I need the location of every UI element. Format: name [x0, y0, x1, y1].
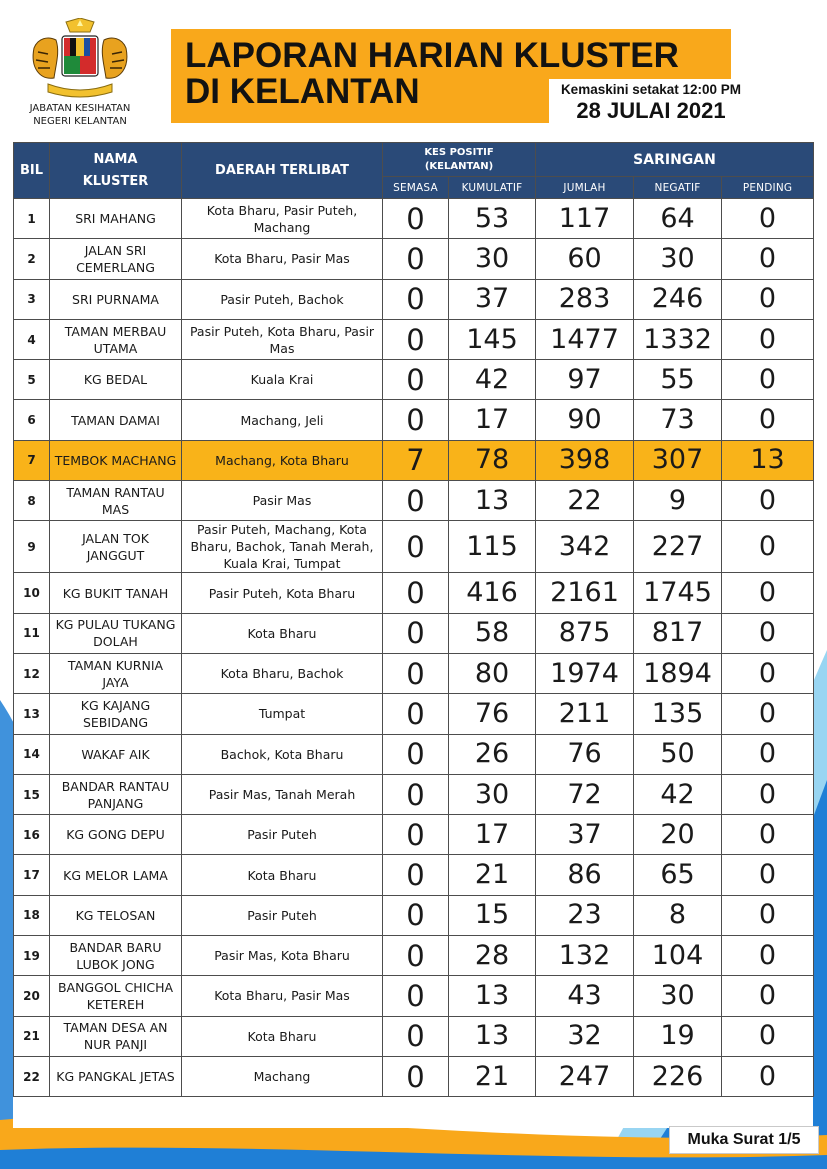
cell-negatif: 19: [634, 1016, 722, 1056]
cell-jumlah: 283: [536, 279, 634, 319]
cell-negatif: 307: [634, 440, 722, 480]
cell-semasa: 0: [383, 815, 449, 855]
cell-kumulatif: 15: [449, 895, 536, 935]
cell-nama-kluster: SRI PURNAMA: [50, 279, 182, 319]
cell-daerah: Pasir Puteh, Kota Bharu: [182, 573, 383, 613]
cell-kumulatif: 30: [449, 774, 536, 814]
cell-jumlah: 37: [536, 815, 634, 855]
cell-jumlah: 398: [536, 440, 634, 480]
cell-pending: 0: [722, 653, 814, 693]
cell-nama-kluster: TAMAN DESA AN NUR PANJI: [50, 1016, 182, 1056]
cell-daerah: Machang, Kota Bharu: [182, 440, 383, 480]
cluster-table-container: [13, 142, 813, 1128]
cell-kumulatif: 53: [449, 199, 536, 239]
cell-negatif: 1745: [634, 573, 722, 613]
cell-bil: 19: [14, 936, 50, 976]
cell-jumlah: 22: [536, 481, 634, 521]
cell-jumlah: 211: [536, 694, 634, 734]
header-kes-positif: [383, 143, 536, 177]
updated-label: Kemaskini setakat 12:00 PM: [560, 82, 742, 97]
cell-daerah: Machang: [182, 1056, 383, 1096]
cell-daerah: Kota Bharu: [182, 855, 383, 895]
cell-bil: 3: [14, 279, 50, 319]
cell-semasa: 0: [383, 895, 449, 935]
table-row: [14, 774, 814, 814]
cell-jumlah: 2161: [536, 573, 634, 613]
table-row: [14, 481, 814, 521]
cell-kumulatif: 115: [449, 521, 536, 573]
cell-semasa: 0: [383, 936, 449, 976]
cell-pending: 0: [722, 481, 814, 521]
cell-jumlah: 1477: [536, 319, 634, 359]
cell-kumulatif: 28: [449, 936, 536, 976]
cell-nama-kluster: BANDAR BARU LUBOK JONG: [50, 936, 182, 976]
cell-pending: 0: [722, 815, 814, 855]
cell-jumlah: 97: [536, 360, 634, 400]
cell-kumulatif: 145: [449, 319, 536, 359]
cell-nama-kluster: KG PANGKAL JETAS: [50, 1056, 182, 1096]
cell-nama-kluster: TEMBOK MACHANG: [50, 440, 182, 480]
cell-pending: 0: [722, 734, 814, 774]
cell-daerah: Pasir Puteh, Machang, Kota Bharu, Bachok, Tanah Merah, Kuala Krai, Tumpat: [182, 521, 383, 573]
cell-negatif: 55: [634, 360, 722, 400]
cell-nama-kluster: TAMAN KURNIA JAYA: [50, 653, 182, 693]
cell-semasa: 0: [383, 360, 449, 400]
cell-kumulatif: 13: [449, 976, 536, 1016]
header-kes-line-1: KES POSITIF: [424, 146, 494, 158]
cell-bil: 8: [14, 481, 50, 521]
cell-daerah: Kota Bharu: [182, 613, 383, 653]
cell-bil: 10: [14, 573, 50, 613]
table-row: [14, 239, 814, 279]
cell-negatif: 30: [634, 239, 722, 279]
table-row: [14, 936, 814, 976]
cell-pending: 0: [722, 1016, 814, 1056]
cell-pending: 0: [722, 1056, 814, 1096]
cell-pending: 13: [722, 440, 814, 480]
cell-daerah: Kota Bharu: [182, 1016, 383, 1056]
table-row: [14, 573, 814, 613]
department-name: [10, 102, 150, 128]
cell-daerah: Kota Bharu, Pasir Mas: [182, 239, 383, 279]
cell-pending: 0: [722, 774, 814, 814]
cell-nama-kluster: KG KAJANG SEBIDANG: [50, 694, 182, 734]
cell-nama-kluster: JALAN SRI CEMERLANG: [50, 239, 182, 279]
cell-bil: 2: [14, 239, 50, 279]
cell-negatif: 20: [634, 815, 722, 855]
table-row: [14, 319, 814, 359]
department-line-2: NEGERI KELANTAN: [33, 116, 127, 127]
header-nama-line-2: KLUSTER: [82, 173, 149, 189]
cell-pending: 0: [722, 319, 814, 359]
cell-negatif: 1332: [634, 319, 722, 359]
cell-nama-kluster: WAKAF AIK: [50, 734, 182, 774]
cell-semasa: 0: [383, 199, 449, 239]
cell-semasa: 0: [383, 653, 449, 693]
cell-negatif: 104: [634, 936, 722, 976]
cell-bil: 17: [14, 855, 50, 895]
table-row: [14, 855, 814, 895]
cell-jumlah: 76: [536, 734, 634, 774]
header-nama-kluster: [50, 143, 182, 199]
cell-pending: 0: [722, 694, 814, 734]
table-row: [14, 895, 814, 935]
cell-semasa: 0: [383, 613, 449, 653]
cell-negatif: 64: [634, 199, 722, 239]
cell-kumulatif: 76: [449, 694, 536, 734]
cell-nama-kluster: SRI MAHANG: [50, 199, 182, 239]
header-daerah-terlibat: DAERAH TERLIBAT: [182, 143, 383, 199]
cell-nama-kluster: KG BUKIT TANAH: [50, 573, 182, 613]
cell-nama-kluster: TAMAN DAMAI: [50, 400, 182, 440]
cell-jumlah: 1974: [536, 653, 634, 693]
cell-negatif: 246: [634, 279, 722, 319]
cell-semasa: 0: [383, 279, 449, 319]
table-row: [14, 199, 814, 239]
malaysia-coat-of-arms-icon: [26, 18, 134, 102]
cell-pending: 0: [722, 976, 814, 1016]
cell-semasa: 0: [383, 239, 449, 279]
header-bil: BIL: [14, 143, 50, 199]
cell-negatif: 50: [634, 734, 722, 774]
cell-kumulatif: 58: [449, 613, 536, 653]
cell-pending: 0: [722, 521, 814, 573]
cell-semasa: 0: [383, 774, 449, 814]
cell-negatif: 73: [634, 400, 722, 440]
cell-jumlah: 86: [536, 855, 634, 895]
cell-jumlah: 90: [536, 400, 634, 440]
table-row: [14, 360, 814, 400]
cell-negatif: 817: [634, 613, 722, 653]
page-title-line-2: DI KELANTAN: [185, 72, 420, 111]
cell-nama-kluster: KG MELOR LAMA: [50, 855, 182, 895]
cell-kumulatif: 13: [449, 481, 536, 521]
cell-nama-kluster: KG TELOSAN: [50, 895, 182, 935]
header-pending: PENDING: [722, 177, 814, 199]
cell-negatif: 65: [634, 855, 722, 895]
cell-daerah: Pasir Mas, Tanah Merah: [182, 774, 383, 814]
cell-daerah: Pasir Puteh: [182, 895, 383, 935]
cell-kumulatif: 26: [449, 734, 536, 774]
cell-nama-kluster: BANGGOL CHICHA KETEREH: [50, 976, 182, 1016]
cell-pending: 0: [722, 895, 814, 935]
cell-daerah: Bachok, Kota Bharu: [182, 734, 383, 774]
cell-nama-kluster: JALAN TOK JANGGUT: [50, 521, 182, 573]
cell-pending: 0: [722, 855, 814, 895]
cell-semasa: 0: [383, 400, 449, 440]
cell-pending: 0: [722, 573, 814, 613]
cell-bil: 21: [14, 1016, 50, 1056]
cell-semasa: 0: [383, 573, 449, 613]
cell-semasa: 0: [383, 734, 449, 774]
cell-bil: 15: [14, 774, 50, 814]
cell-kumulatif: 13: [449, 1016, 536, 1056]
cell-bil: 4: [14, 319, 50, 359]
cell-pending: 0: [722, 199, 814, 239]
cell-bil: 22: [14, 1056, 50, 1096]
table-row: [14, 440, 814, 480]
cell-nama-kluster: TAMAN MERBAU UTAMA: [50, 319, 182, 359]
cell-nama-kluster: BANDAR RANTAU PANJANG: [50, 774, 182, 814]
cell-nama-kluster: TAMAN RANTAU MAS: [50, 481, 182, 521]
cell-bil: 14: [14, 734, 50, 774]
cell-bil: 9: [14, 521, 50, 573]
department-line-1: JABATAN KESIHATAN: [29, 103, 131, 114]
header-saringan: SARINGAN: [536, 143, 814, 177]
header-negatif: NEGATIF: [634, 177, 722, 199]
table-row: [14, 734, 814, 774]
cell-semasa: 0: [383, 976, 449, 1016]
cell-negatif: 135: [634, 694, 722, 734]
table-body: [14, 199, 814, 1097]
header-nama-line-1: NAMA: [93, 151, 138, 167]
cell-daerah: Kota Bharu, Pasir Puteh, Machang: [182, 199, 383, 239]
cell-daerah: Pasir Puteh: [182, 815, 383, 855]
table-row: [14, 976, 814, 1016]
cell-jumlah: 875: [536, 613, 634, 653]
cell-kumulatif: 416: [449, 573, 536, 613]
cell-jumlah: 342: [536, 521, 634, 573]
cell-daerah: Kota Bharu, Bachok: [182, 653, 383, 693]
cell-pending: 0: [722, 400, 814, 440]
table-row: [14, 1056, 814, 1096]
cell-jumlah: 43: [536, 976, 634, 1016]
cell-bil: 1: [14, 199, 50, 239]
cell-bil: 18: [14, 895, 50, 935]
cell-kumulatif: 21: [449, 855, 536, 895]
cell-kumulatif: 80: [449, 653, 536, 693]
cell-kumulatif: 30: [449, 239, 536, 279]
cell-jumlah: 117: [536, 199, 634, 239]
table-row: [14, 279, 814, 319]
cell-negatif: 42: [634, 774, 722, 814]
cell-kumulatif: 17: [449, 400, 536, 440]
cell-negatif: 227: [634, 521, 722, 573]
report-date: 28 JULAI 2021: [576, 98, 726, 123]
cell-pending: 0: [722, 613, 814, 653]
cluster-table: [13, 142, 814, 1097]
cell-bil: 13: [14, 694, 50, 734]
cell-kumulatif: 21: [449, 1056, 536, 1096]
cell-semasa: 0: [383, 1056, 449, 1096]
cell-jumlah: 72: [536, 774, 634, 814]
header-kes-line-2: (KELANTAN): [424, 160, 494, 172]
cell-bil: 7: [14, 440, 50, 480]
table-row: [14, 521, 814, 573]
cell-nama-kluster: KG BEDAL: [50, 360, 182, 400]
cell-jumlah: 247: [536, 1056, 634, 1096]
table-row: [14, 1016, 814, 1056]
cell-semasa: 0: [383, 481, 449, 521]
header-jumlah: JUMLAH: [536, 177, 634, 199]
cell-negatif: 8: [634, 895, 722, 935]
cell-jumlah: 60: [536, 239, 634, 279]
cell-daerah: Kota Bharu, Pasir Mas: [182, 976, 383, 1016]
table-row: [14, 400, 814, 440]
table-row: [14, 613, 814, 653]
cell-nama-kluster: KG PULAU TUKANG DOLAH: [50, 613, 182, 653]
table-row: [14, 653, 814, 693]
cell-negatif: 30: [634, 976, 722, 1016]
cell-semasa: 0: [383, 694, 449, 734]
cell-pending: 0: [722, 936, 814, 976]
cell-semasa: 0: [383, 521, 449, 573]
table-row: [14, 815, 814, 855]
cell-bil: 6: [14, 400, 50, 440]
cell-jumlah: 132: [536, 936, 634, 976]
cell-jumlah: 32: [536, 1016, 634, 1056]
cell-semasa: 7: [383, 440, 449, 480]
cell-negatif: 226: [634, 1056, 722, 1096]
cell-semasa: 0: [383, 855, 449, 895]
cell-negatif: 1894: [634, 653, 722, 693]
update-date-box: [549, 79, 753, 125]
page-number: Muka Surat 1/5: [669, 1126, 819, 1154]
cell-kumulatif: 37: [449, 279, 536, 319]
cell-bil: 5: [14, 360, 50, 400]
cell-bil: 12: [14, 653, 50, 693]
cell-semasa: 0: [383, 319, 449, 359]
cell-daerah: Pasir Puteh, Bachok: [182, 279, 383, 319]
cell-kumulatif: 78: [449, 440, 536, 480]
cell-pending: 0: [722, 360, 814, 400]
cell-jumlah: 23: [536, 895, 634, 935]
table-row: [14, 694, 814, 734]
page-title-line-1: LAPORAN HARIAN KLUSTER: [185, 36, 679, 75]
cell-daerah: Tumpat: [182, 694, 383, 734]
cell-kumulatif: 17: [449, 815, 536, 855]
cell-daerah: Pasir Mas: [182, 481, 383, 521]
cell-negatif: 9: [634, 481, 722, 521]
cell-daerah: Pasir Puteh, Kota Bharu, Pasir Mas: [182, 319, 383, 359]
cell-daerah: Pasir Mas, Kota Bharu: [182, 936, 383, 976]
cell-nama-kluster: KG GONG DEPU: [50, 815, 182, 855]
cell-kumulatif: 42: [449, 360, 536, 400]
cell-bil: 11: [14, 613, 50, 653]
cell-semasa: 0: [383, 1016, 449, 1056]
cell-pending: 0: [722, 279, 814, 319]
cell-daerah: Machang, Jeli: [182, 400, 383, 440]
header-kumulatif: KUMULATIF: [449, 177, 536, 199]
cell-pending: 0: [722, 239, 814, 279]
cell-bil: 20: [14, 976, 50, 1016]
header-semasa: SEMASA: [383, 177, 449, 199]
cell-bil: 16: [14, 815, 50, 855]
cell-daerah: Kuala Krai: [182, 360, 383, 400]
